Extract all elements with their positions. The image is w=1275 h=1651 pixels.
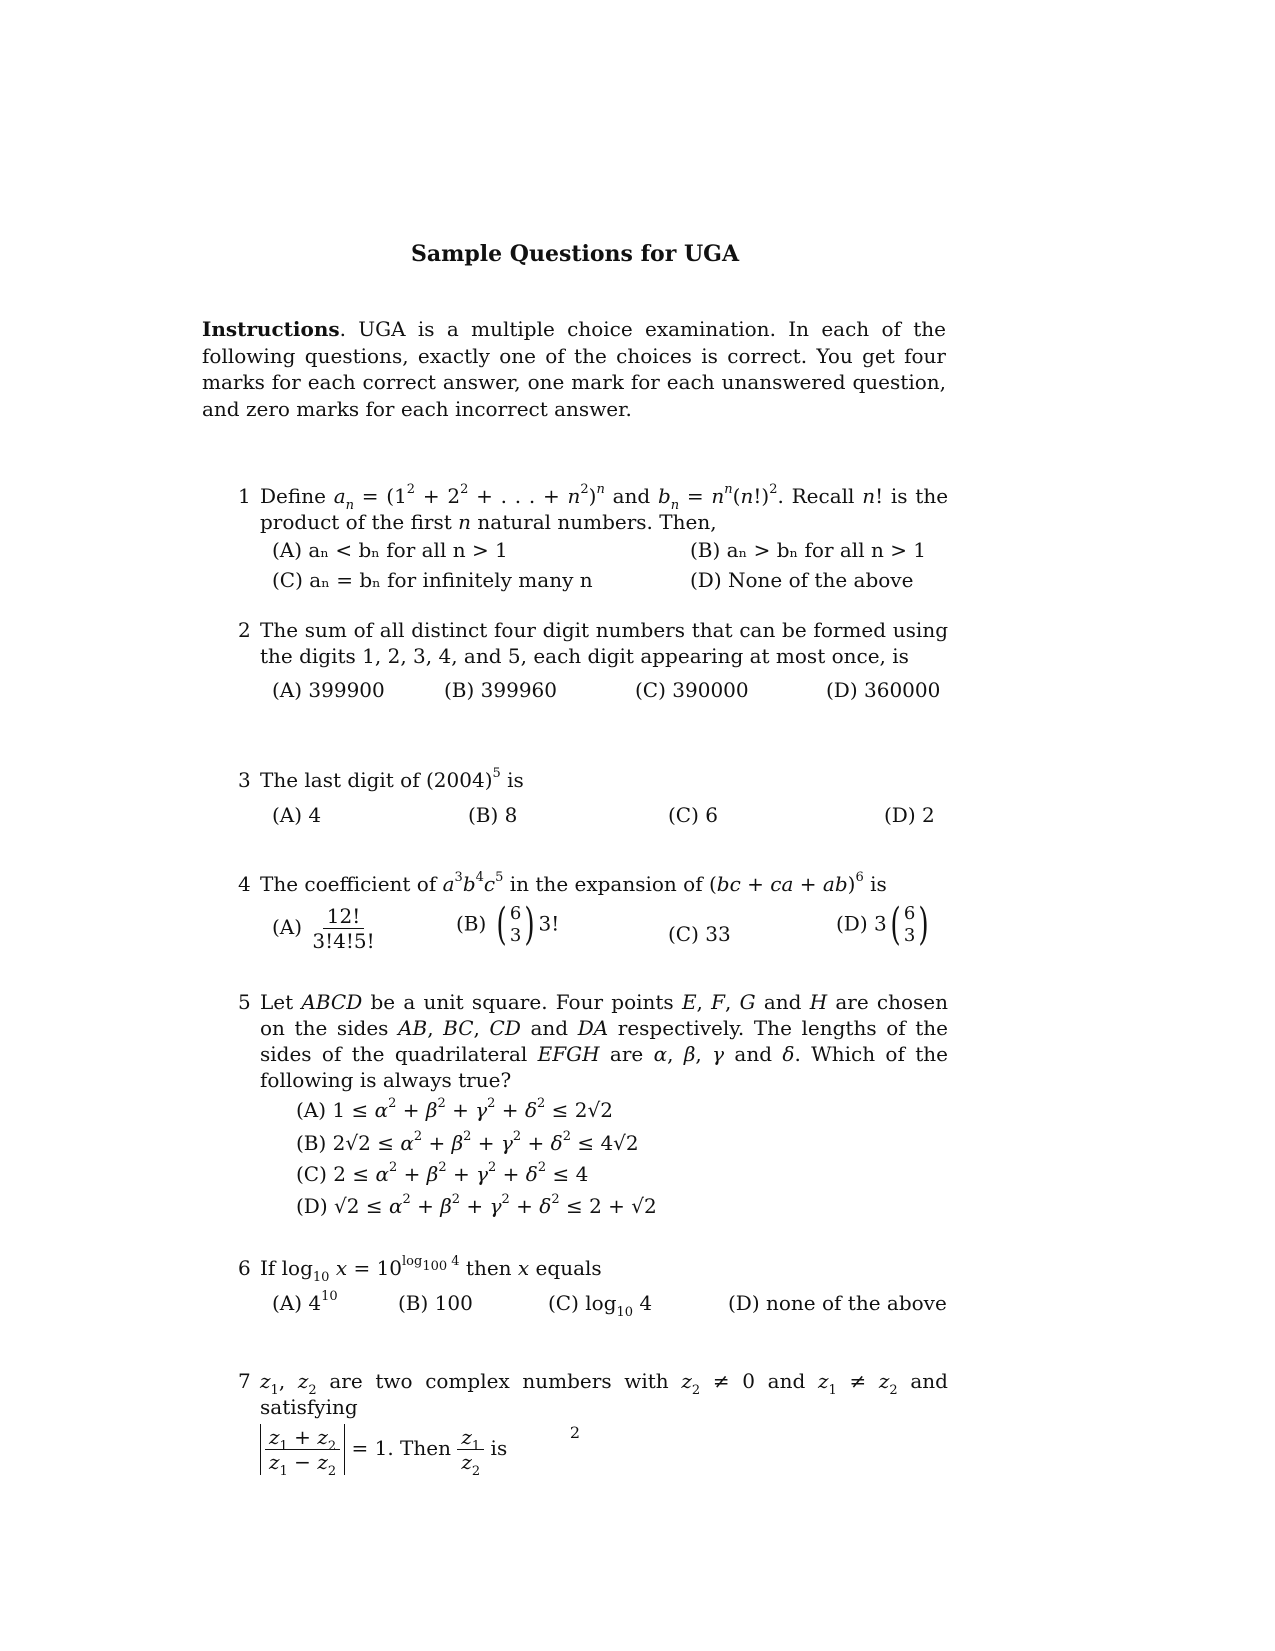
option-c[interactable]: (C) 33 (668, 922, 731, 946)
question-4 (238, 871, 948, 961)
instructions (202, 316, 946, 422)
option-c[interactable]: (C) $\log_{10} 4$ (548, 1291, 653, 1320)
option-d[interactable]: (D) 360000 (826, 678, 941, 702)
option-a[interactable]: (A) $\frac{12!}{3!4!5!}$ (272, 904, 375, 953)
option-b[interactable]: (B) $2√2 \le \alpha^2 + \beta^2 + \gamma^2 + \delta^2 \le 4√2$ (296, 1129, 639, 1155)
option-a[interactable]: (A) 399900 (272, 678, 385, 702)
option-b[interactable]: (B) aₙ > bₙ for all n > 1 (690, 538, 927, 562)
option-d[interactable]: (D) 2 (884, 803, 935, 827)
question-text: The coefficient of $a^3b^4c^5$ in the expansion of (bc + ca + ab)$^6$ is (260, 870, 887, 896)
question-number: 6 (238, 1256, 251, 1280)
question-number: 4 (238, 872, 251, 896)
option-b[interactable]: (B) 100 (398, 1291, 473, 1315)
question-3 (238, 767, 948, 837)
option-c[interactable]: (C) 390000 (635, 678, 749, 702)
page-number: 2 (569, 1423, 581, 1442)
question-text: Define $a_n = (1^2 + 2^2$ + . . . + $n^2)^n$ and $b_n = n^n(n!)^2$. Recall n! is the product of the first n natural numbers. Then, (260, 482, 949, 534)
option-b[interactable]: (B) 399960 (444, 678, 558, 702)
instructions-text: . UGA is a multiple choice examination. In each of the following questions, exactly one of the choices is correct. You get four marks for each correct answer, one mark for each unanswered question, and zero marks for each incorrect answer. (202, 317, 946, 421)
option-a[interactable]: (A) 4 (272, 803, 322, 827)
option-b[interactable]: (B) 8 (468, 803, 518, 827)
option-a[interactable]: (A) aₙ < bₙ for all n > 1 (272, 538, 508, 562)
question-condition: $\frac{z_1 + z_2}{z_1 - z_2}$ = 1. Then $\frac{z_1}{z_2}$ is (260, 1424, 948, 1475)
option-c[interactable]: (C) $2 \le \alpha^2 + \beta^2 + \gamma^2 + \delta^2 \le 4$ (296, 1160, 589, 1186)
question-number: 3 (238, 768, 251, 792)
option-a[interactable]: (A) $4^{10}$ (272, 1289, 338, 1315)
question-text: The last digit of $(2004)^5$ is (260, 766, 524, 792)
question-text: Let ABCD be a unit square. Four points E, F, G and H are chosen on the sides AB, BC, CD and DA respectively. The lengths of the sides of the quadrilateral EFGH are α, β, γ and δ. Which of the following is always true? (260, 990, 949, 1092)
question-1 (238, 483, 948, 593)
question-number: 7 (238, 1369, 251, 1393)
question-5 (238, 989, 949, 1218)
question-number: 5 (238, 990, 251, 1014)
question-text: The sum of all distinct four digit numbers that can be formed using the digits 1, 2, 3, 4, and 5, each digit appearing at most once, is (260, 618, 948, 668)
option-d[interactable]: (D) $√2 \le \alpha^2 + \beta^2 + \gamma^2 + \delta^2 \le 2 + √2$ (296, 1192, 657, 1218)
question-text: If $\log_{10} x = 10^{log_{100} 4}$ then x equals (260, 1254, 602, 1285)
option-d[interactable]: (D) none of the above (728, 1291, 947, 1315)
question-number: 2 (238, 618, 251, 642)
question-6 (238, 1255, 948, 1325)
question-text: $z_1$, $z_2$ are two complex numbers with $z_2 \ne 0$ and $z_1 \ne z_2$ and satisfying (260, 1369, 948, 1419)
instructions-label: Instructions (202, 317, 340, 341)
page-title: Sample Questions for UGA (410, 241, 740, 267)
option-c[interactable]: (C) aₙ = bₙ for infinitely many n (272, 568, 593, 592)
option-d[interactable]: (D) None of the above (690, 568, 914, 592)
option-c[interactable]: (C) 6 (668, 803, 718, 827)
question-2 (238, 617, 948, 712)
question-number: 1 (238, 484, 251, 508)
option-b[interactable]: (B) ( 6 3 ) 3! (456, 899, 560, 950)
option-d[interactable]: (D) 3 ( 6 3 ) (836, 899, 930, 950)
option-a[interactable]: (A) $1 \le \alpha^2 + \beta^2 + \gamma^2 + \delta^2 \le 2√2$ (296, 1096, 613, 1122)
